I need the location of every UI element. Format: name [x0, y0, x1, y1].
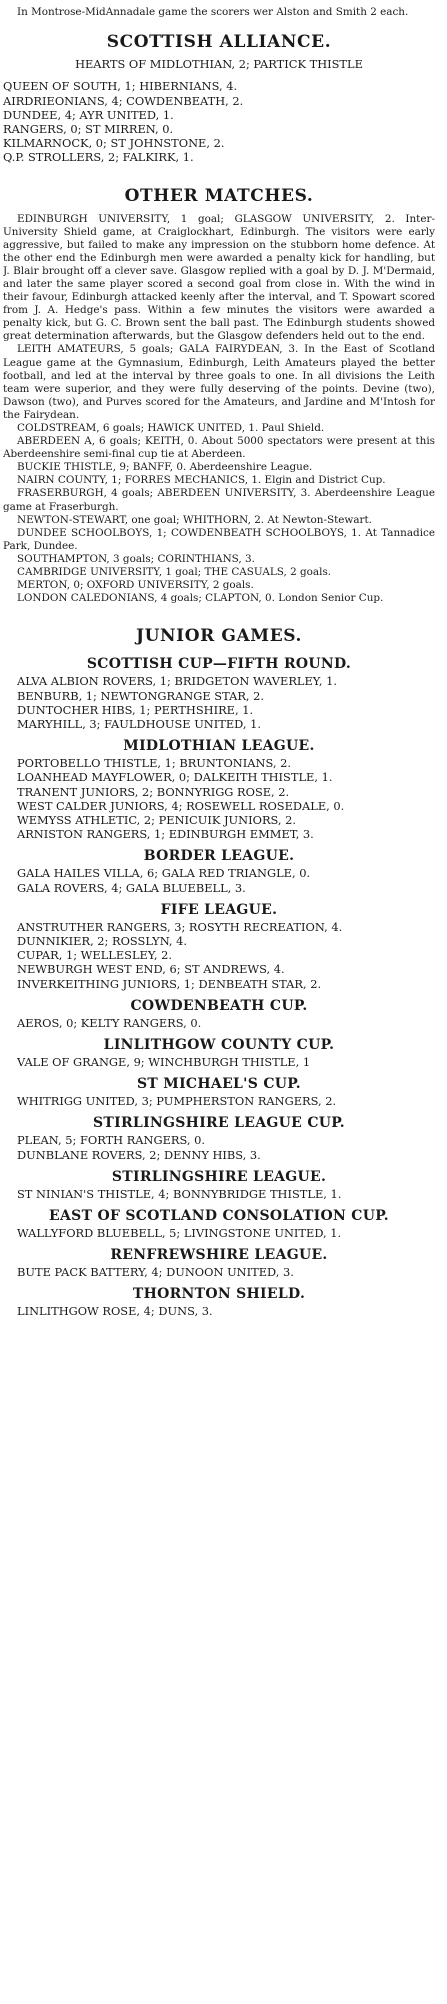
junior-result: DUNBLANE ROVERS, 2; DENNY HIBS, 3.: [17, 1147, 261, 1162]
alliance-result: AIRDRIEONIANS, 4; COWDENBEATH, 2.: [3, 93, 244, 108]
junior-result: LOANHEAD MAYFLOWER, 0; DALKEITH THISTLE, 1.: [17, 770, 333, 785]
scottish-alliance-heading: SCOTTISH ALLIANCE.: [106, 32, 332, 53]
junior-result: WHITRIGG UNITED, 3; PUMPHERSTON RANGERS, 2.: [17, 1094, 337, 1109]
alliance-result: RANGERS, 0; ST MIRREN, 0.: [3, 121, 174, 136]
junior-result: PORTOBELLO THISTLE, 1; BRUNTONIANS, 2.: [17, 756, 291, 771]
league-heading: EAST OF SCOTLAND CONSOLATION CUP.: [49, 1208, 389, 1224]
junior-result: BENBURB, 1; NEWTONGRANGE STAR, 2.: [17, 688, 265, 703]
junior-result: ANSTRUTHER RANGERS, 3; ROSYTH RECREATION, 4.: [17, 919, 343, 934]
match-report: DUNDEE SCHOOLBOYS, 1; COWDENBEATH SCHOOLBOYS, 1. At Tannadice Park, Dundee.: [3, 526, 435, 552]
league-heading: THORNTON SHIELD.: [132, 1286, 306, 1303]
match-report: LEITH AMATEURS, 5 goals; GALA FAIRYDEAN, 3. In the East of Scotland League game at the Gymnasium, Edinburgh, Leith Amateurs played the better football, and led at the interval by three goals to one. In all divisions the Leith team were superior, and they were fully deserving of the points. Devine (two), Dawson (two), and Purves scored for the Amateurs, and Jardine and M'Intosh for the Fairydean.: [3, 343, 435, 421]
alliance-result: HEARTS OF MIDLOTHIAN, 2; PARTICK THISTLE: [75, 57, 363, 72]
junior-result: CUPAR, 1; WELLESLEY, 2.: [17, 948, 172, 963]
match-report: NAIRN COUNTY, 1; FORRES MECHANICS, 1. Elgin and District Cup.: [17, 474, 386, 487]
junior-result: VALE OF GRANGE, 9; WINCHBURGH THISTLE, 1: [17, 1054, 311, 1069]
intro-note: In Montrose-MidAnnadale game the scorers wer Alston and Smith 2 each.: [17, 6, 409, 18]
junior-result: BUTE PACK BATTERY, 4; DUNOON UNITED, 3.: [17, 1265, 294, 1280]
league-heading: MIDLOTHIAN LEAGUE.: [123, 738, 315, 755]
junior-result: NEWBURGH WEST END, 6; ST ANDREWS, 4.: [17, 962, 285, 977]
match-report: SOUTHAMPTON, 3 goals; CORINTHIANS, 3.: [17, 552, 255, 565]
alliance-result: KILMARNOCK, 0; ST JOHNSTONE, 2.: [3, 136, 225, 151]
junior-result: INVERKEITHING JUNIORS, 1; DENBEATH STAR, 2.: [17, 976, 322, 991]
league-heading: BORDER LEAGUE.: [143, 848, 295, 865]
match-report: CAMBRIDGE UNIVERSITY, 1 goal; THE CASUALS, 2 goals.: [17, 566, 332, 579]
match-report: BUCKIE THISTLE, 9; BANFF, 0. Aberdeenshire League.: [17, 461, 313, 474]
league-heading: STIRLINGSHIRE LEAGUE CUP.: [93, 1115, 345, 1132]
league-heading: LINLITHGOW COUNTY CUP.: [103, 1036, 335, 1053]
junior-sections: [3, 655, 435, 1324]
junior-result: WALLYFORD BLUEBELL, 5; LIVINGSTONE UNITED, 1.: [17, 1226, 342, 1240]
league-heading: STIRLINGSHIRE LEAGUE.: [111, 1168, 327, 1185]
match-report: COLDSTREAM, 6 goals; HAWICK UNITED, 1. Paul Shield.: [17, 422, 325, 435]
league-heading: ST MICHAEL'S CUP.: [136, 1076, 301, 1093]
league-heading: SCOTTISH CUP—FIFTH ROUND.: [86, 656, 352, 673]
junior-result: ALVA ALBION ROVERS, 1; BRIDGETON WAVERLEY, 1.: [17, 674, 337, 689]
junior-result: DUNNIKIER, 2; ROSSLYN, 4.: [17, 933, 188, 948]
junior-result: ARNISTON RANGERS, 1; EDINBURGH EMMET, 3.: [17, 827, 314, 842]
junior-result: DUNTOCHER HIBS, 1; PERTHSHIRE, 1.: [17, 702, 254, 717]
junior-result: MARYHILL, 3; FAULDHOUSE UNITED, 1.: [17, 716, 262, 731]
match-report: MERTON, 0; OXFORD UNIVERSITY, 2 goals.: [17, 579, 254, 592]
match-report: LONDON CALEDONIANS, 4 goals; CLAPTON, 0. London Senior Cup.: [17, 592, 384, 605]
match-report: ABERDEEN A, 6 goals; KEITH, 0. About 5000 spectators were present at this Aberdeenshire semi-final cup tie at Aberdeen.: [3, 435, 435, 461]
junior-result: WEST CALDER JUNIORS, 4; ROSEWELL ROSEDALE, 0.: [17, 798, 345, 813]
junior-games-heading: JUNIOR GAMES.: [135, 626, 303, 647]
league-heading: FIFE LEAGUE.: [160, 901, 278, 918]
junior-result: WEMYSS ATHLETIC, 2; PENICUIK JUNIORS, 2.: [17, 812, 297, 827]
league-heading: RENFREWSHIRE LEAGUE.: [110, 1247, 328, 1264]
junior-result: AEROS, 0; KELTY RANGERS, 0.: [17, 1015, 202, 1030]
junior-result: ST NINIAN'S THISTLE, 4; BONNYBRIDGE THISTLE, 1.: [17, 1186, 342, 1201]
league-heading: COWDENBEATH CUP.: [130, 997, 308, 1014]
other-matches-heading: OTHER MATCHES.: [124, 185, 314, 206]
alliance-result: Q.P. STROLLERS, 2; FALKIRK, 1.: [3, 150, 194, 165]
junior-result: PLEAN, 5; FORTH RANGERS, 0.: [17, 1133, 205, 1148]
match-report: EDINBURGH UNIVERSITY, 1 goal; GLASGOW UNIVERSITY, 2. Inter-University Shield game, at Craiglockhart, Edinburgh. The visitors were early aggressive, but failed to make any impression on the stubborn home defence. At the other end the Edinburgh men were awarded a penalty kick for handling, but J. Blair brought off a clever save. Glasgow replied with a goal by D. J. M'Dermaid, and later the same player scored a second goal from close in. With the wind in their favour, Edinburgh attacked keenly after the interval, and T. Spowart scored from J. A. Hedge's pass. Within a few minutes the visitors were awarded a penalty kick, but G. C. Brown sent the ball past. The Edinburgh students showed great determination afterwards, but the Glasgow defenders held out to the end.: [3, 212, 435, 343]
junior-result: GALA HAILES VILLA, 6; GALA RED TRIANGLE, 0.: [17, 866, 311, 881]
match-report: NEWTON-STEWART, one goal; WHITHORN, 2. At Newton-Stewart.: [17, 513, 372, 526]
junior-result: TRANENT JUNIORS, 2; BONNYRIGG ROSE, 2.: [17, 784, 290, 799]
junior-result: LINLITHGOW ROSE, 4; DUNS, 3.: [17, 1304, 213, 1319]
junior-result: GALA ROVERS, 4; GALA BLUEBELL, 3.: [17, 880, 246, 895]
newspaper-column: [3, 6, 435, 1998]
alliance-result: QUEEN OF SOUTH, 1; HIBERNIANS, 4.: [3, 79, 238, 94]
alliance-result: DUNDEE, 4; AYR UNITED, 1.: [3, 107, 174, 122]
match-report: FRASERBURGH, 4 goals; ABERDEEN UNIVERSITY, 3. Aberdeenshire League game at Fraserburgh.: [3, 487, 435, 513]
